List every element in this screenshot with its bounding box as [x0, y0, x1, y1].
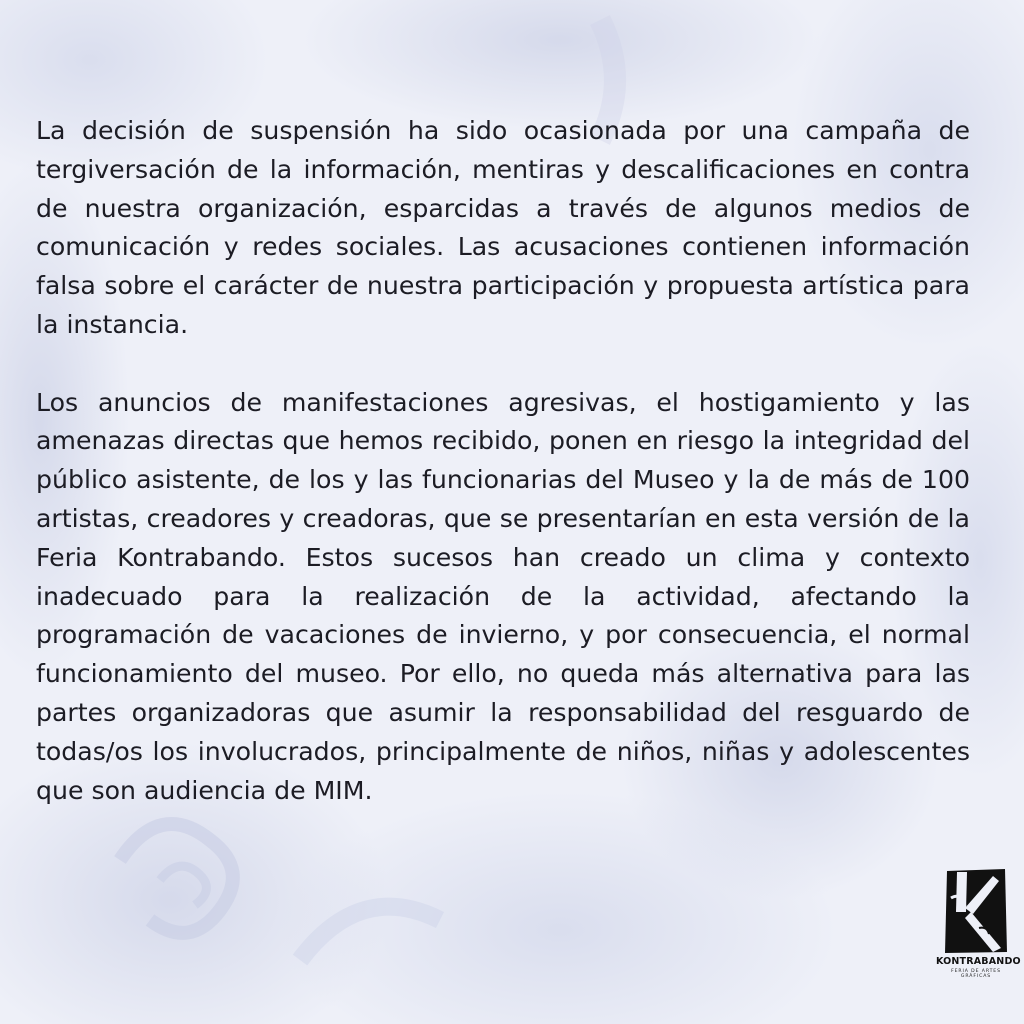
kontrabando-k-mark-icon	[943, 868, 1009, 954]
logo-name: KONTRABANDO	[936, 956, 1021, 967]
paragraph-suspension-reason: La decisión de suspensión ha sido ocasionada por una campaña de tergiversación de la información, mentiras y descalificaciones en contra de nuestra organización, esparcidas a través de algunos medios de comunicación y redes sociales. Las acusaciones contienen información falsa sobre el carácter de nuestra participación y propuesta artística para la instancia.	[36, 116, 970, 339]
logo-subtitle: FERIA DE ARTES GRÁFICAS	[951, 969, 1001, 979]
paragraph-threats-and-consequences: Los anuncios de manifestaciones agresivas, el hostigamiento y las amenazas directas que hemos recibido, ponen en riesgo la integridad del público asistente, de los y las funcionarias del Museo y la de más de 100 artistas, creadores y creadoras, que se presentarían en esta versión de la Feria Kontrabando. Estos sucesos han creado un clima y contexto inadecuado para la realización de la actividad, afectando la programación de vacaciones de invierno, y por consecuencia, el normal funcionamiento del museo. Por ello, no queda más alternativa para las partes organizadoras que asumir la responsabilidad del resguardo de todas/os los involucrados, principalmente de niños, niñas y adolescentes que son audiencia de MIM.	[36, 387, 970, 805]
kontrabando-logo	[936, 868, 1021, 984]
statement-text	[36, 112, 970, 810]
